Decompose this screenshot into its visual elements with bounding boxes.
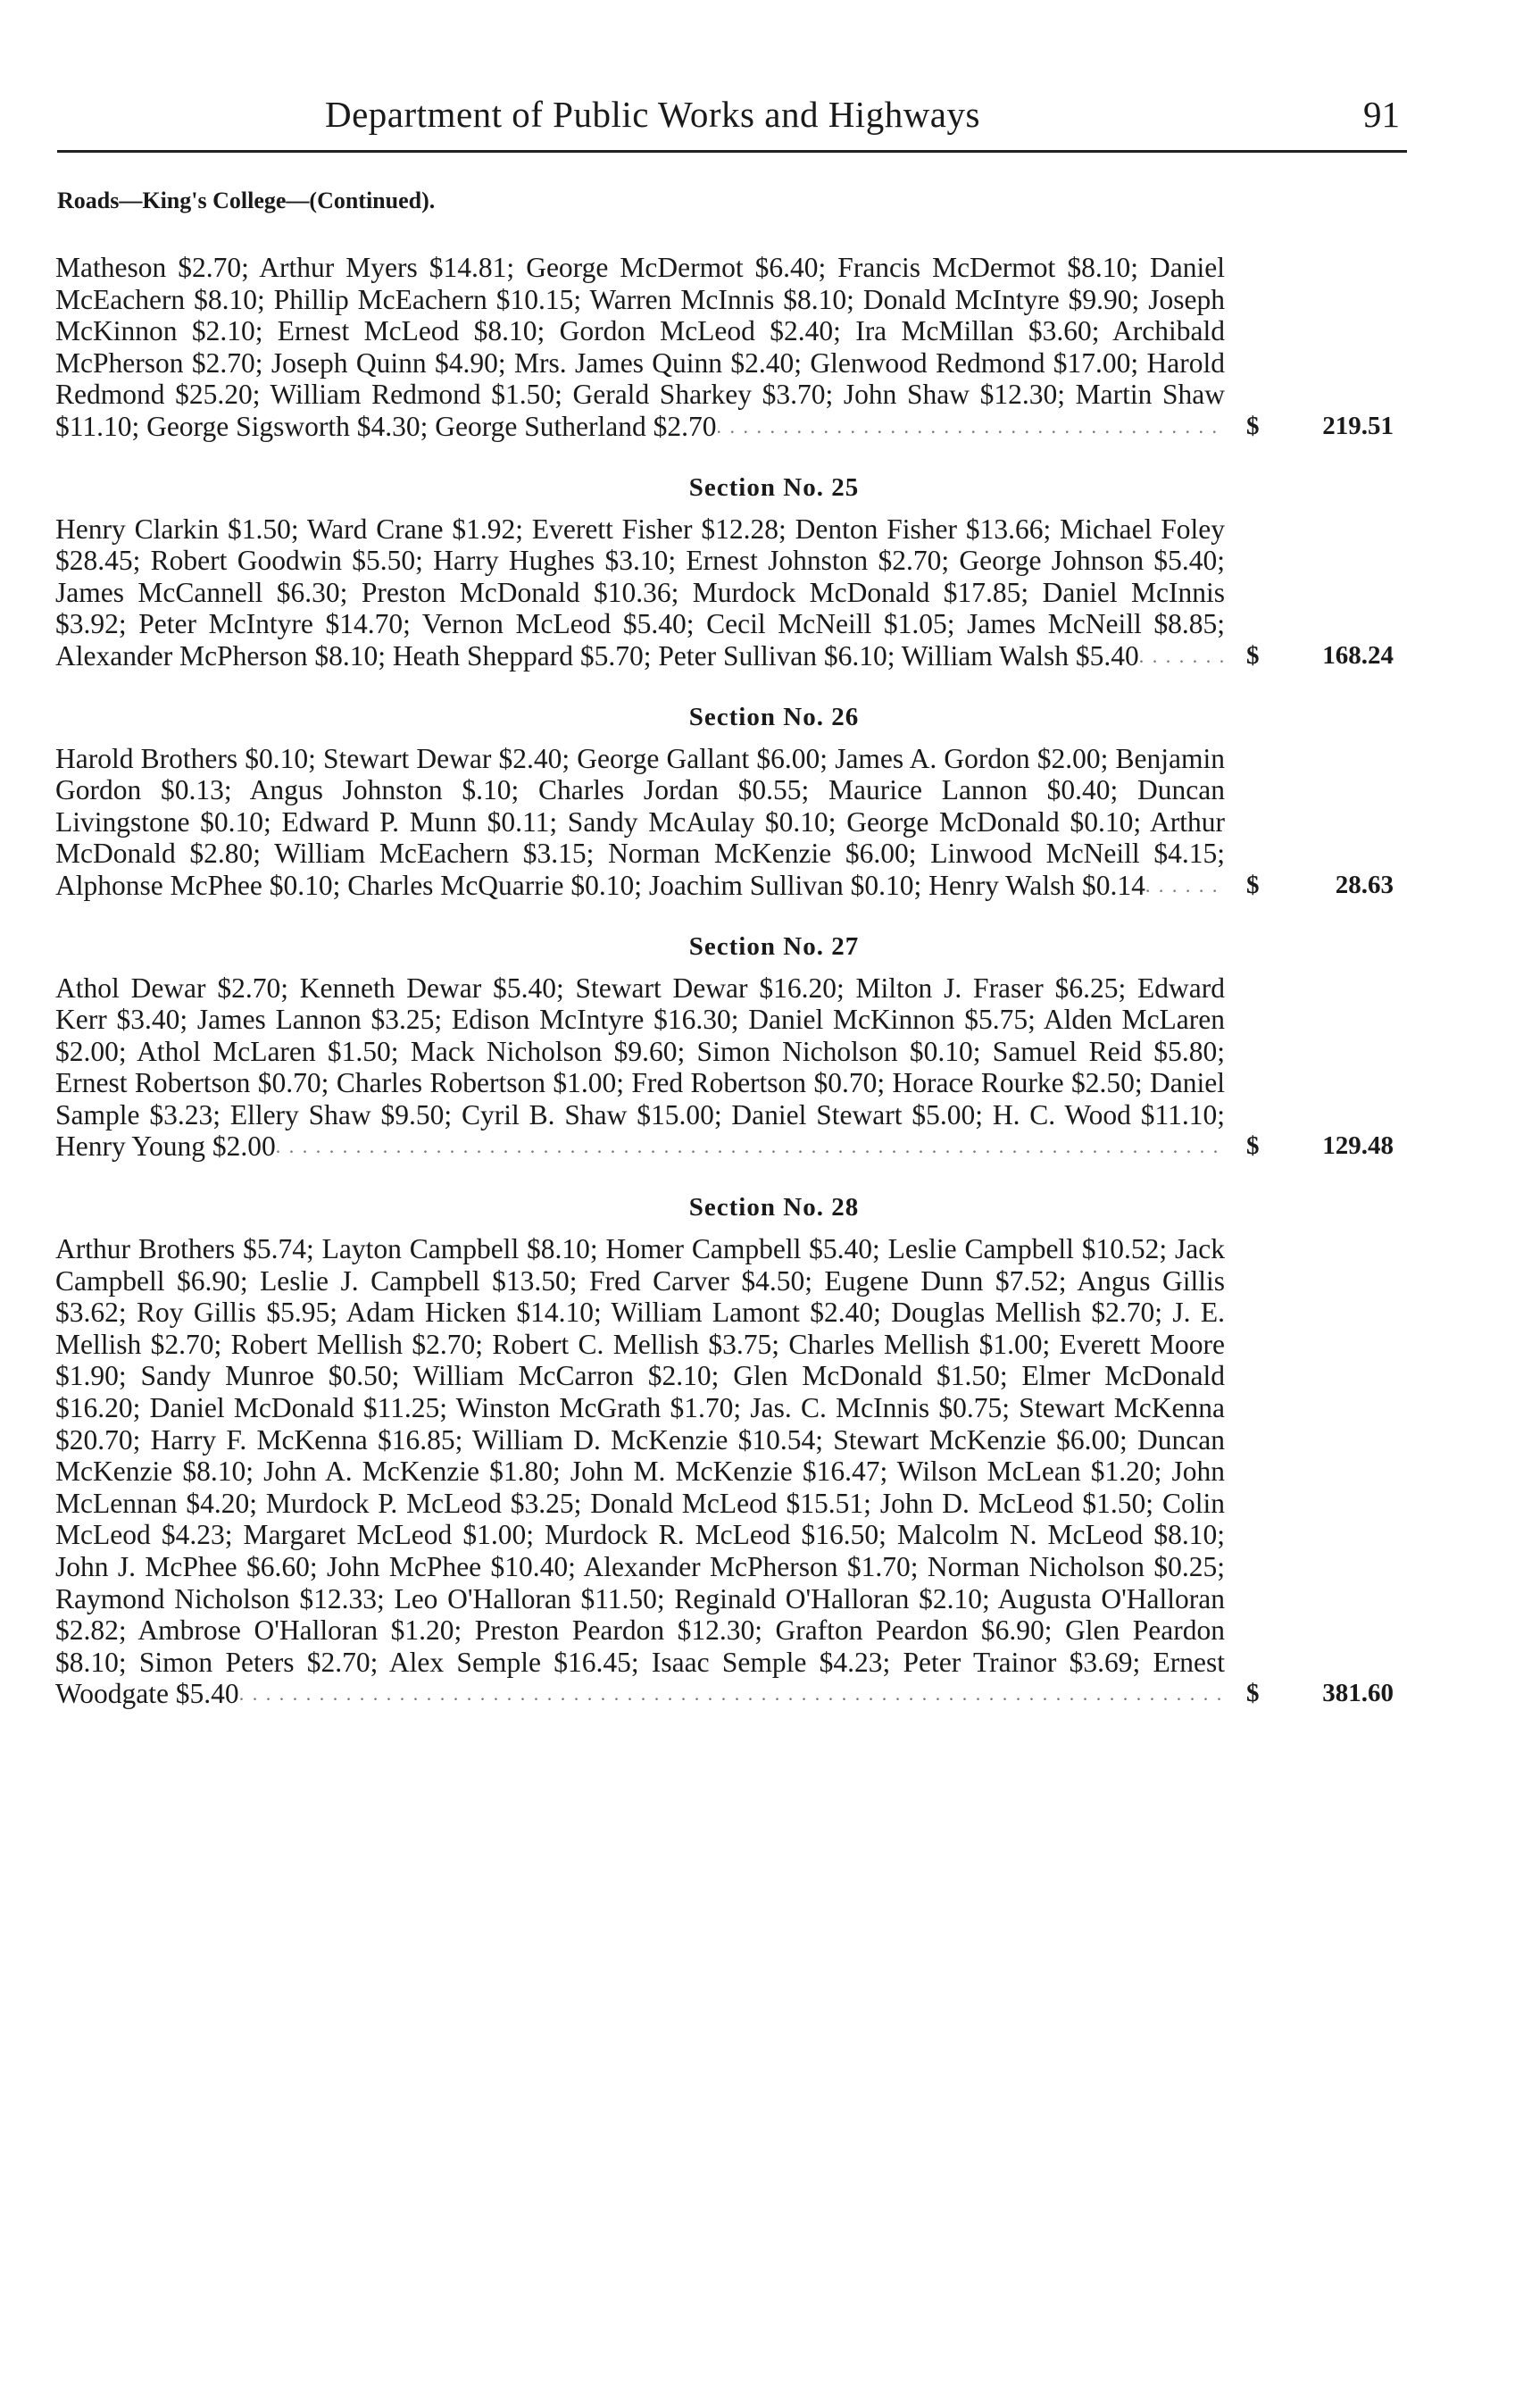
page-header xyxy=(57,93,1407,153)
total-amount: 129.48 xyxy=(1322,1131,1394,1161)
payment-section xyxy=(55,473,1394,672)
currency-symbol: $ xyxy=(1246,411,1260,440)
total-amount: 381.60 xyxy=(1322,1679,1394,1708)
payee-list: Arthur Brothers $5.74; Layton Campbell $8.10; Homer Campbell $5.40; Leslie Campbell $10.52; Jack Campbell $6.90; Leslie J. Campbell $13.50; Fred Carver $4.50; Eugene Dunn $7.52; Angus Gillis $3.62; Roy Gillis $5.95; Adam Hicken $14.10; William Lamont $2.40; Douglas Mellish $2.70; J. E. Mellish $2.70; Robert Mellish $2.70; Robert C. Mellish $3.75; Charles Mellish $1.00; Everett Moore $1.90; Sandy Munroe $0.50; William McCarron $2.10; Glen McDonald $1.50; Elmer McDonald $16.20; Daniel McDonald $11.25; Winston McGrath $1.70; Jas. C. McInnis $0.75; Stewart McKenna $20.70; Harry F. McKenna $16.85; William D. McKenzie $10.54; Stewart McKenzie $6.00; Duncan McKenzie $8.10; John A. McKenzie $1.80; John M. McKenzie $16.47; Wilson McLean $1.20; John McLennan $4.20; Murdock P. McLeod $3.25; Donald McLeod $15.51; John D. McLeod $1.50; Colin McLeod $4.23; Margaret McLeod $1.00; Murdock R. McLeod $16.50; Malcolm N. McLeod $8.10; John J. McPhee $6.60; John McPhee $10.40; Alexander McPherson $1.70; Norman Nicholson $0.25; Raymond Nicholson $12.33; Leo O'Halloran $11.50; Reginald O'Halloran $2.10; Augusta O'Halloran $2.82; Ambrose O'Halloran $1.20; Preston Peardon $12.30; Grafton Peardon $6.90; Glen Peardon $8.10; Simon Peters $2.70; Alex Semple $16.45; Isaac Semple $4.23; Peter Trainor $3.69; Ernest Woodgate $5.40 . . . xyxy=(55,1233,1225,1710)
payee-list: Athol Dewar $2.70; Kenneth Dewar $5.40; Stewart Dewar $16.20; Milton J. Fraser $6.25; Edward Kerr $3.40; James Lannon $3.25; Edison McIntyre $16.30; Daniel McKinnon $5.75; Alden McLaren $2.00; Athol McLaren $1.50; Mack Nicholson $9.60; Simon Nicholson $0.10; Samuel Reid $5.80; Ernest Robertson $0.70; Charles Robertson $1.00; Fred Robertson $0.70; Horace Rourke $2.50; Daniel Sample $3.23; Ellery Shaw $9.50; Cyril B. Shaw $15.00; Daniel Stewart $5.00; H. C. Wood $11.10; Henry Young $2.00 . . . xyxy=(55,972,1225,1164)
payment-entry xyxy=(55,513,1394,672)
currency-symbol: $ xyxy=(1246,1131,1260,1161)
total-amount: 219.51 xyxy=(1322,411,1394,440)
payee-list: Henry Clarkin $1.50; Ward Crane $1.92; Everett Fisher $12.28; Denton Fisher $13.66; Michael Foley $28.45; Robert Goodwin $5.50; Harry Hughes $3.10; Ernest Johnston $2.70; George Johnson $5.40; James McCannell $6.30; Preston McDonald $10.36; Murdock McDonald $17.85; Daniel McInnis $3.92; Peter McIntyre $14.70; Vernon McLeod $5.40; Cecil McNeill $1.05; James McNeill $8.85; Alexander McPherson $8.10; Heath Sheppard $5.70; Peter Sullivan $6.10; William Walsh $5.40 . . . xyxy=(55,513,1225,672)
payment-section xyxy=(55,252,1394,443)
section-total xyxy=(1246,1130,1394,1163)
payee-list: Harold Brothers $0.10; Stewart Dewar $2.40; George Gallant $6.00; James A. Gordon $2.00; Benjamin Gordon $0.13; Angus Johnston $.10; Charles Jordan $0.55; Maurice Lannon $0.40; Duncan Livingstone $0.10; Edward P. Munn $0.11; Sandy McAulay $0.10; George McDonald $0.10; Arthur McDonald $2.80; William McEachern $3.15; Norman McKenzie $6.00; Linwood McNeill $4.15; Alphonse McPhee $0.10; Charles McQuarrie $0.10; Joachim Sullivan $0.10; Henry Walsh $0.14 . . . xyxy=(55,743,1225,902)
section-total xyxy=(1246,411,1394,443)
payment-entry xyxy=(55,1233,1394,1710)
section-total xyxy=(1246,870,1394,902)
section-title: Section No. 25 xyxy=(688,472,860,502)
payment-section xyxy=(55,703,1394,902)
section-total xyxy=(1246,1678,1394,1710)
payment-entry xyxy=(55,743,1394,902)
section-title: Section No. 26 xyxy=(688,702,860,731)
section-title: Section No. 27 xyxy=(688,931,860,961)
payee-list: Matheson $2.70; Arthur Myers $14.81; George McDermot $6.40; Francis McDermot $8.10; Daniel McEachern $8.10; Phillip McEachern $10.15; Warren McInnis $8.10; Donald McIntyre $9.90; Joseph McKinnon $2.10; Ernest McLeod $8.10; Gordon McLeod $2.40; Ira McMillan $3.60; Archibald McPherson $2.70; Joseph Quinn $4.90; Mrs. James Quinn $2.40; Glenwood Redmond $17.00; Harold Redmond $25.20; William Redmond $1.50; Gerald Sharkey $3.70; John Shaw $12.30; Martin Shaw $11.10; George Sigsworth $4.30; George Sutherland $2.70 . . . xyxy=(55,252,1225,443)
total-amount: 28.63 xyxy=(1335,870,1394,899)
running-head-title: Department of Public Works and Highways xyxy=(325,94,980,135)
continued-heading: Roads—King's College—(Continued). xyxy=(57,188,436,213)
payment-section xyxy=(55,932,1394,1164)
section-total xyxy=(1246,640,1394,672)
currency-symbol: $ xyxy=(1246,870,1260,899)
entry-list xyxy=(55,252,1394,1710)
currency-symbol: $ xyxy=(1246,640,1260,670)
payment-section xyxy=(55,1193,1394,1710)
total-amount: 168.24 xyxy=(1322,640,1394,670)
page-body xyxy=(55,188,1394,1710)
page-number: 91 xyxy=(1363,94,1400,135)
currency-symbol: $ xyxy=(1246,1679,1260,1708)
payment-entry xyxy=(55,252,1394,443)
section-title: Section No. 28 xyxy=(688,1193,860,1222)
payment-entry xyxy=(55,972,1394,1164)
